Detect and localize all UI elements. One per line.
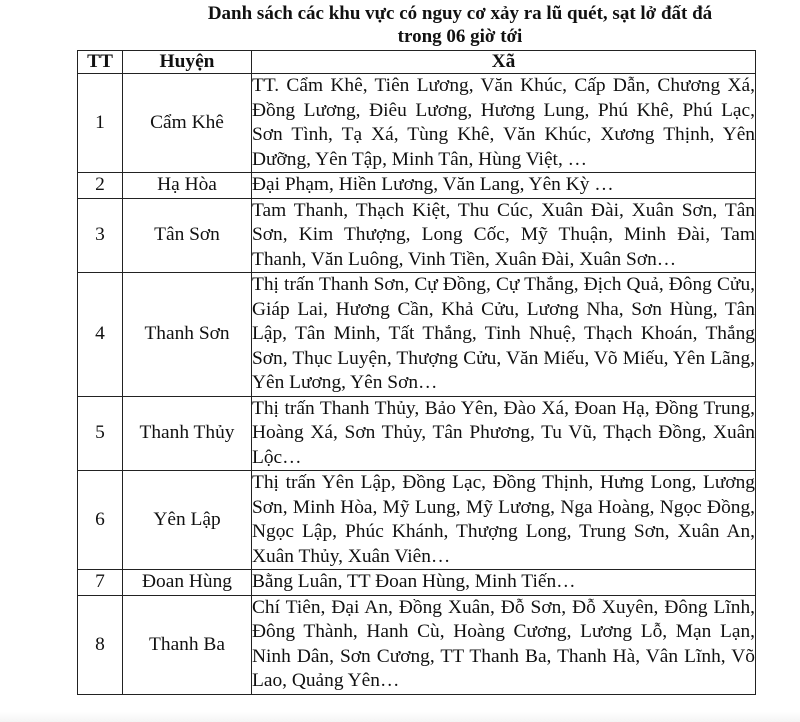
district-name: Thanh Thủy [123, 396, 252, 471]
commune-list: Thị trấn Thanh Thủy, Bảo Yên, Đào Xá, Đoan Hạ, Đồng Trung, Hoàng Xá, Sơn Thủy, Tân Phương, Tu Vũ, Thạch Đồng, Xuân Lộc… [252, 396, 756, 471]
title-line-1: Danh sách các khu vực có nguy cơ xảy ra lũ quét, sạt lở đất đá [207, 3, 713, 24]
row-number: 8 [78, 595, 123, 694]
table-row [78, 173, 756, 199]
table-row [78, 595, 756, 694]
district-name: Đoan Hùng [123, 570, 252, 596]
table-row [78, 74, 756, 173]
header-tt: TT [78, 51, 123, 74]
commune-list: Thị trấn Yên Lập, Đồng Lạc, Đồng Thịnh, Hưng Long, Lương Sơn, Minh Hòa, Mỹ Lung, Mỹ Lương, Nga Hoàng, Ngọc Đồng, Ngọc Lập, Phúc Khánh, Thượng Long, Trung Sơn, Xuân An, Xuân Thủy, Xuân Viên… [252, 471, 756, 570]
table-row [78, 570, 756, 596]
commune-list: Đại Phạm, Hiền Lương, Văn Lang, Yên Kỳ … [252, 173, 756, 199]
row-number: 6 [78, 471, 123, 570]
row-number: 3 [78, 198, 123, 273]
district-name: Thanh Sơn [123, 273, 252, 397]
row-number: 4 [78, 273, 123, 397]
district-name: Tân Sơn [123, 198, 252, 273]
table-row [78, 396, 756, 471]
table-header-row [78, 51, 756, 74]
table-row [78, 471, 756, 570]
row-number: 7 [78, 570, 123, 596]
commune-list: Chí Tiên, Đại An, Đồng Xuân, Đỗ Sơn, Đỗ Xuyên, Đông Lĩnh, Đông Thành, Hanh Cù, Hoàng Cương, Lương Lỗ, Mạn Lạn, Ninh Dân, Sơn Cương, TT Thanh Ba, Thanh Hà, Vân Lĩnh, Võ Lao, Quảng Yên… [252, 595, 756, 694]
row-number: 5 [78, 396, 123, 471]
district-name: Cẩm Khê [123, 74, 252, 173]
district-name: Hạ Hòa [123, 173, 252, 199]
row-number: 2 [78, 173, 123, 199]
district-name: Yên Lập [123, 471, 252, 570]
title-line-2: trong 06 giờ tới [397, 26, 523, 47]
row-number: 1 [78, 74, 123, 173]
commune-list: Tam Thanh, Thạch Kiệt, Thu Cúc, Xuân Đài, Xuân Sơn, Tân Sơn, Kim Thượng, Long Cốc, Mỹ Thuận, Minh Đài, Tam Thanh, Văn Luông, Vinh Tiền, Xuân Đài, Xuân Sơn… [252, 198, 756, 273]
table-row [78, 273, 756, 397]
document-title [150, 2, 770, 48]
risk-areas-table [77, 50, 756, 695]
commune-list: Bằng Luân, TT Đoan Hùng, Minh Tiến… [252, 570, 756, 596]
table-row [78, 198, 756, 273]
district-name: Thanh Ba [123, 595, 252, 694]
page-bottom-edge [0, 712, 800, 722]
commune-list: Thị trấn Thanh Sơn, Cự Đồng, Cự Thắng, Địch Quả, Đông Cửu, Giáp Lai, Hương Cần, Khả Cửu, Lương Nha, Sơn Hùng, Tân Lập, Tân Minh, Tất Thắng, Tinh Nhuệ, Thạch Khoán, Thắng Sơn, Thục Luyện, Thượng Cửu, Văn Miếu, Võ Miếu, Yên Lãng, Yên Lương, Yên Sơn… [252, 273, 756, 397]
header-huyen: Huyện [123, 51, 252, 74]
header-xa: Xã [252, 51, 756, 74]
commune-list: TT. Cẩm Khê, Tiên Lương, Văn Khúc, Cấp Dẫn, Chương Xá, Đồng Lương, Điêu Lương, Hương Lung, Phú Khê, Phú Lạc, Sơn Tình, Tạ Xá, Tùng Khê, Văn Khúc, Xương Thịnh, Yên Dưỡng, Yên Tập, Minh Tân, Hùng Việt, … [252, 74, 756, 173]
